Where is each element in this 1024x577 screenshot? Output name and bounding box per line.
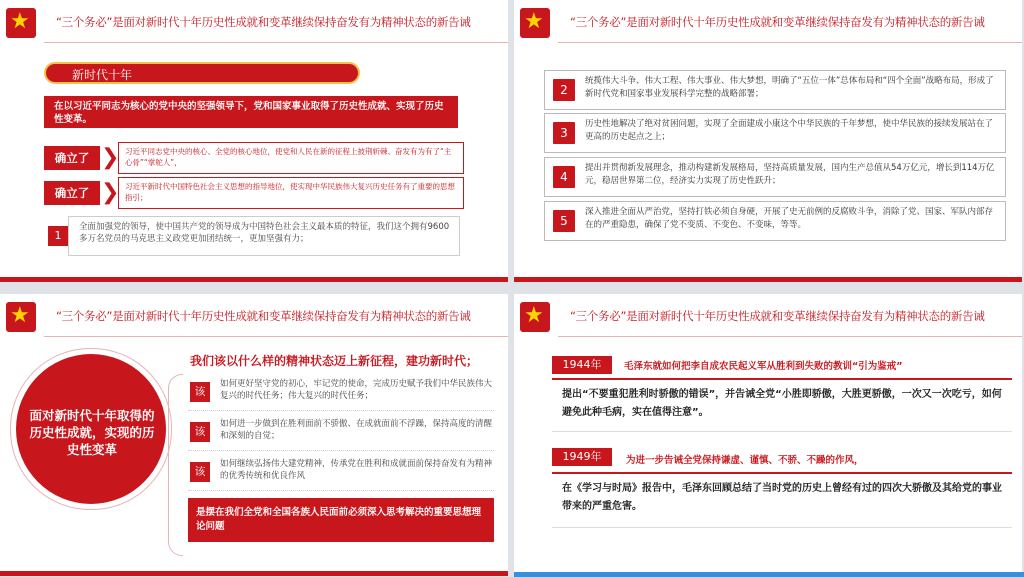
question-row <box>188 416 494 451</box>
entry-title: 为进一步告诫全党保持谦虚、谨慎、不骄、不躁的作风， <box>626 455 864 466</box>
footer-accent <box>514 572 1024 577</box>
slide-header <box>0 0 508 48</box>
item-text: 深入推进全面从严治党，坚持打铁必须自身硬，开展了史无前例的反腐败斗争，消除了党、国家、军队内部存在的严重隐患，确保了党不变质、不变色、不变味，等等。 <box>585 207 994 230</box>
row-tag: 该 <box>190 462 210 482</box>
party-badge <box>6 302 36 332</box>
row-text: 如何继续弘扬伟大建党精神，传承党在胜利和成就面前保持奋发有为精神的优秀传统和优良作风 <box>220 459 493 481</box>
star-icon: ★ <box>10 9 30 34</box>
intro-banner: 在以习近平同志为核心的党中央的坚强领导下，党和国家事业取得了历史性成就、实现了历史性变革。 <box>44 96 458 128</box>
header-divider <box>558 42 1022 43</box>
chevron-right-icon: ❯ <box>101 145 120 170</box>
question-heading: 我们该以什么样的精神状态迈上新征程，建功新时代； <box>190 354 479 368</box>
conclusion-box: 是摆在我们全党和全国各族人民面前必须深入思考解决的重要思想理论问题 <box>188 498 494 542</box>
section-pill <box>44 62 360 84</box>
item-number: 4 <box>553 166 575 188</box>
item-text: 历史性地解决了绝对贫困问题，实现了全面建成小康这个中华民族的千年梦想，使中华民族的接续发展站在了更高的历史起点之上； <box>585 119 994 142</box>
pill-label: 新时代十年 <box>72 68 133 82</box>
item-text: 统揽伟大斗争、伟大工程、伟大事业、伟大梦想，明确了“五位一体”总体布局和“四个全面”战略布局，形成了新时代党和国家事业发展科学完整的战略部署； <box>585 76 994 99</box>
star-icon: ★ <box>10 303 30 328</box>
header-title: “三个务必”是面对新时代十年历史性成就和变革继续保持奋发有为精神状态的新告诫 <box>570 15 985 29</box>
item-number: 2 <box>553 79 575 101</box>
established-label: 确立了 <box>44 146 100 170</box>
footer-bar <box>514 277 1022 282</box>
entry-body: 在《学习与时局》报告中，毛泽东回顾总结了当时党的历史上曾经有过的四次大骄傲及其给党的事业带来的严重危害。 <box>552 472 1012 528</box>
entry-body: 提出“不要重犯胜利时骄傲的错误”，并告诫全党“小胜即骄傲，大胜更骄傲，一次又一次吃亏，如何避免此种毛病，实在值得注意”。 <box>552 378 1012 432</box>
question-row <box>188 376 494 411</box>
slide-2 <box>514 0 1022 282</box>
slide-header <box>514 294 1022 342</box>
established-text: 习近平同志党中央的核心、全党的核心地位，使党和人民在新的征程上披荆斩棘、奋发有为有了“主心骨”“掌舵人”， <box>118 142 464 174</box>
slide-4 <box>514 294 1022 576</box>
established-label: 确立了 <box>44 181 100 205</box>
footer-bar <box>0 571 508 576</box>
circle-text: 面对新时代十年取得的历史性成就，实现的历史性变革 <box>29 408 155 457</box>
star-icon: ★ <box>524 9 544 34</box>
list-item <box>544 201 1006 241</box>
item-number: 3 <box>553 122 575 144</box>
star-icon: ★ <box>524 303 544 328</box>
slide-header <box>514 0 1022 48</box>
item-number: 5 <box>553 210 575 232</box>
slide-header <box>0 294 508 342</box>
item-number: 1 <box>48 226 68 246</box>
header-title: “三个务必”是面对新时代十年历史性成就和变革继续保持奋发有为精神状态的新告诫 <box>56 309 471 323</box>
party-badge <box>6 8 36 38</box>
header-divider <box>558 336 1022 337</box>
header-title: “三个务必”是面对新时代十年历史性成就和变革继续保持奋发有为精神状态的新告诫 <box>570 309 985 323</box>
question-row <box>188 456 494 491</box>
entry-title: 毛泽东就如何把李自成农民起义军从胜利到失败的教训“引为鉴戒” <box>624 361 903 372</box>
chevron-right-icon: ❯ <box>101 180 120 205</box>
established-text: 习近平新时代中国特色社会主义思想的指导地位，使实现中华民族伟大复兴历史任务有了重要的思想指引； <box>118 177 464 209</box>
brace-connector <box>168 374 183 556</box>
slide-3 <box>0 294 508 576</box>
party-badge <box>520 8 550 38</box>
list-item <box>544 70 1006 110</box>
year-tag: 1949年 <box>552 448 612 466</box>
header-divider <box>44 336 508 337</box>
row-text: 如何更好坚守党的初心，牢记党的使命，完成历史赋予我们中华民族伟大复兴的时代任务；伟大复兴的时代任务； <box>220 379 493 401</box>
item-text: 提出并贯彻新发展理念，推动构建新发展格局，坚持高质量发展，国内生产总值从54万亿元，增长到114万亿元，稳居世界第二位，经济实力实现了历史性跃升； <box>585 163 995 186</box>
party-badge <box>520 302 550 332</box>
row-text: 如何进一步做到在胜利面前不骄傲、在成就面前不浮躁，保持高度的清醒和深刻的自觉； <box>220 419 493 441</box>
slide-1 <box>0 0 508 282</box>
list-item <box>544 157 1006 197</box>
row-tag: 该 <box>190 382 210 402</box>
list-item <box>544 113 1006 153</box>
header-title: “三个务必”是面对新时代十年历史性成就和变革继续保持奋发有为精神状态的新告诫 <box>56 15 471 29</box>
year-tag: 1944年 <box>552 356 612 374</box>
header-divider <box>44 42 508 43</box>
row-tag: 该 <box>190 422 210 442</box>
footer-bar <box>0 277 508 282</box>
item-box: 全面加强党的领导，使中国共产党的领导成为中国特色社会主义最本质的特征，我们这个拥有9600多万名党员的马克思主义政党更加团结统一，更加坚强有力； <box>68 216 460 256</box>
